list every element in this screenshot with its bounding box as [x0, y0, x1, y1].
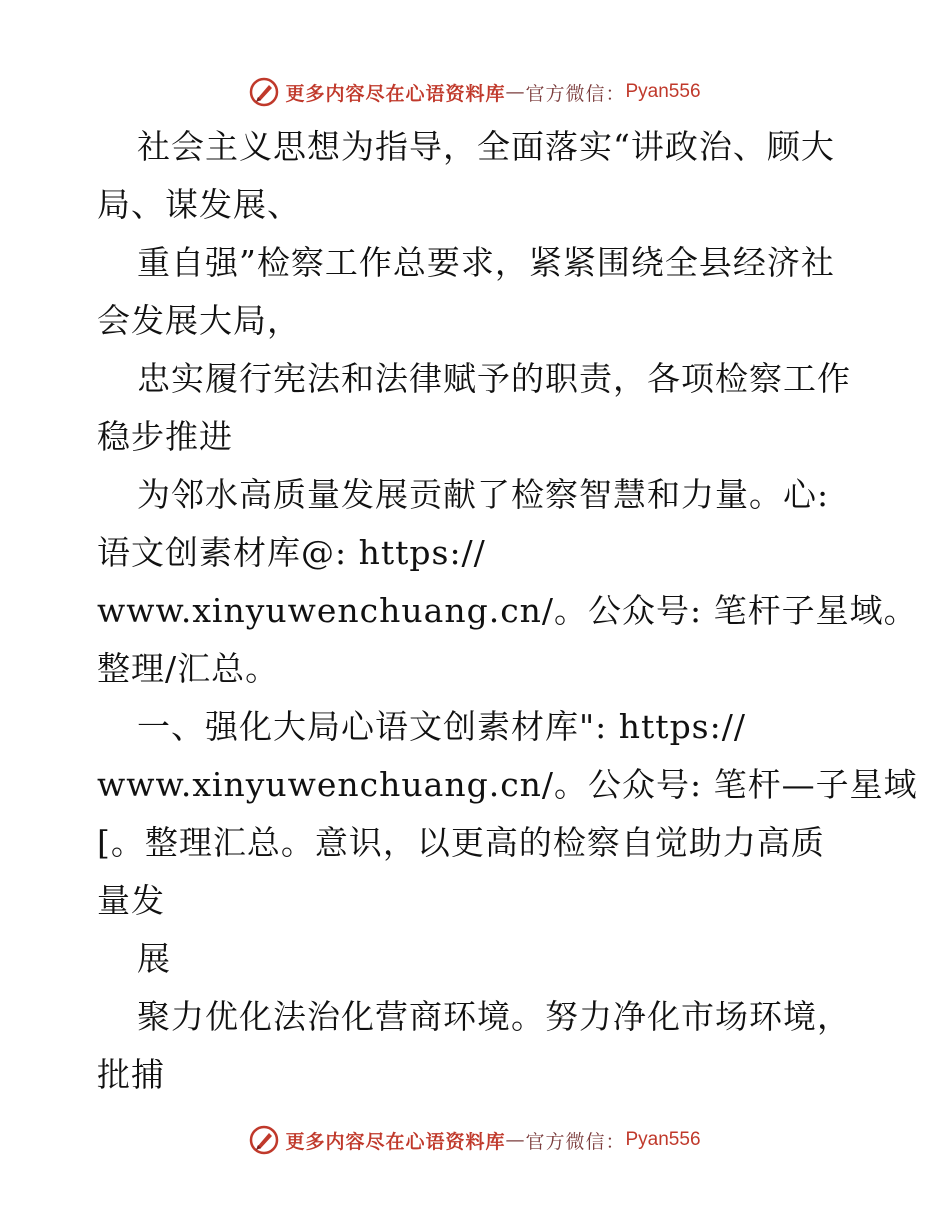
- footer-brand: 更多内容尽在心语资料库: [285, 1130, 506, 1153]
- header-wechat-label: 官方微信：: [525, 82, 626, 105]
- body-line: www.xinyuwenchuang.cn/。公众号: 笔杆子星域。: [97, 591, 918, 630]
- body-line: 为邻水高质量发展贡献了检察智慧和力量。心:: [137, 475, 830, 514]
- body-line: 重自强”检察工作总要求，紧紧围绕全县经济社: [137, 243, 835, 282]
- header-watermark: [0, 72, 950, 112]
- footer-separator: —: [505, 1129, 526, 1151]
- body-line: 语文创素材库@: https://: [97, 533, 486, 572]
- header-brand: 更多内容尽在心语资料库: [285, 82, 506, 105]
- footer-wechat-id: Pyan556: [625, 1129, 701, 1150]
- section-heading: 一、强化大局心语文创素材库": https://: [137, 707, 746, 746]
- footer-wechat-label: 官方微信：: [525, 1130, 626, 1153]
- body-line: [。整理汇总。意识，以更高的检察自觉助力高质: [97, 823, 825, 862]
- body-line: 整理/汇总。: [97, 649, 280, 688]
- body-line: 展: [137, 939, 171, 978]
- header-wechat-id: Pyan556: [625, 81, 701, 102]
- quill-seal-icon: [249, 1125, 279, 1155]
- body-line: www.xinyuwenchuang.cn/。公众号: 笔杆—子星域: [97, 765, 918, 804]
- header-separator: —: [505, 81, 526, 103]
- body-line: 聚力优化法治化营商环境。努力净化市场环境，: [137, 997, 851, 1036]
- document-body: [97, 118, 918, 1104]
- footer-watermark: [0, 1120, 950, 1160]
- body-line: 稳步推进: [97, 417, 233, 456]
- body-line: 批捕: [97, 1055, 165, 1094]
- body-line: 社会主义思想为指导，全面落实“讲政治、顾大: [137, 127, 835, 166]
- body-line: 忠实履行宪法和法律赋予的职责，各项检察工作: [137, 359, 851, 398]
- body-line: 量发: [97, 881, 165, 920]
- body-line: 局、谋发展、: [97, 185, 301, 224]
- quill-seal-icon: [249, 77, 279, 107]
- body-line: 会发展大局，: [97, 301, 301, 340]
